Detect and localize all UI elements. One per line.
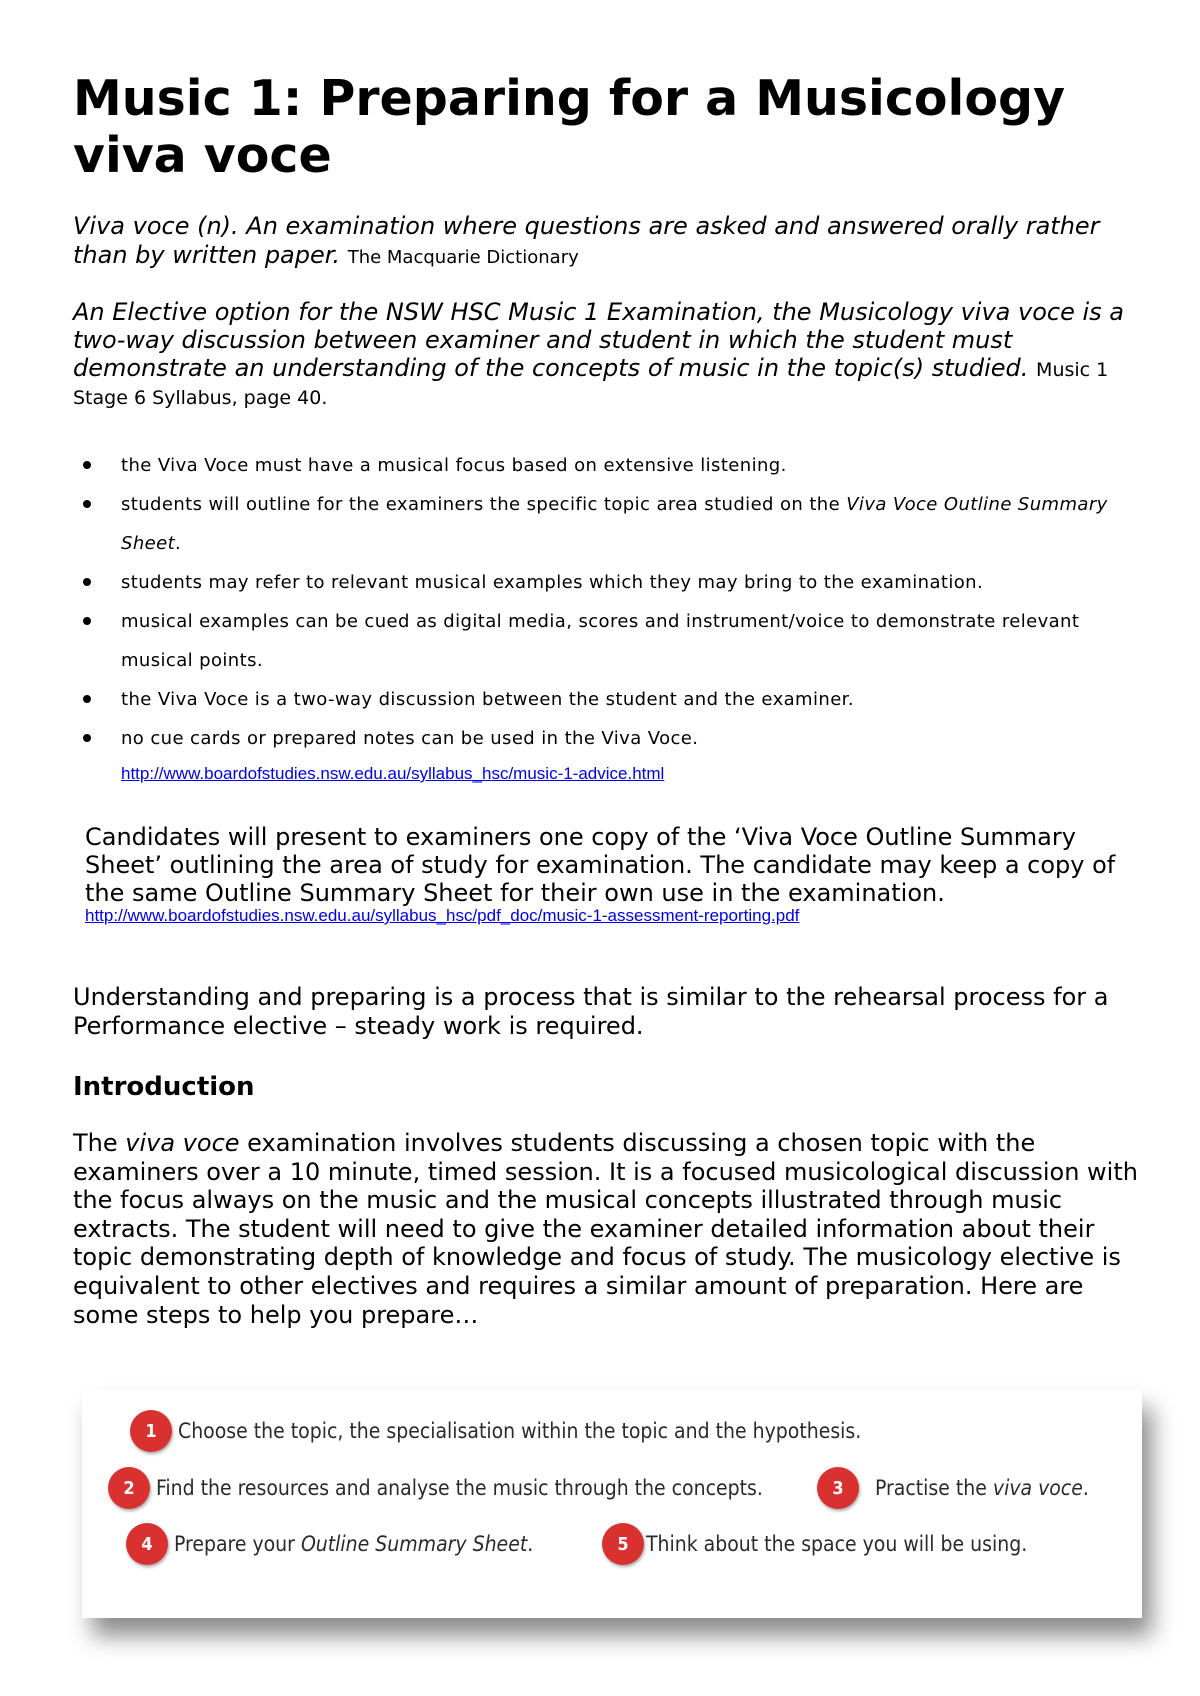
list-item: musical examples can be cued as digital media, scores and instrument/voice to demonstrate relevant musical points. bbox=[73, 602, 1133, 680]
introduction-paragraph: The viva voce examination involves students discussing a chosen topic with the examiners over a 10 minute, timed session. It is a focused musicological discussion with the focus always on the music and the musical concepts illustrated through music extracts. The student will need to give the examiner detailed information about their topic demonstrating depth of knowledge and focus of study. The musicology elective is equivalent to other electives and requires a similar amount of preparation. Here are some steps to help you prepare… bbox=[73, 1129, 1138, 1329]
step-number-badge: 3 bbox=[817, 1467, 859, 1509]
requirements-list bbox=[73, 446, 1133, 758]
step-text: Think about the space you will be using. bbox=[646, 1532, 1028, 1556]
bullet-icon bbox=[83, 734, 91, 742]
elective-quote: An Elective option for the NSW HSC Music 1 Examination, the Musicology viva voce is a two-way discussion between examiner and student in which the student must demonstrate an understanding of the concepts of music in the topic(s) studied. bbox=[73, 298, 1124, 382]
list-item: students will outline for the examiners the specific topic area studied on the Viva Voce Outline Summary Sheet. bbox=[73, 485, 1133, 563]
definition-source: The Macquarie Dictionary bbox=[347, 247, 579, 268]
step-1 bbox=[130, 1410, 861, 1452]
definition-paragraph bbox=[73, 212, 1133, 272]
list-item: the Viva Voce must have a musical focus based on extensive listening. bbox=[73, 446, 1133, 485]
step-2 bbox=[108, 1467, 763, 1509]
preparation-steps-card bbox=[82, 1390, 1142, 1618]
list-item: no cue cards or prepared notes can be used in the Viva Voce. bbox=[73, 719, 1133, 758]
step-text: Find the resources and analyse the music through the concepts. bbox=[156, 1476, 763, 1500]
bullet-icon bbox=[83, 461, 91, 469]
bullet-icon bbox=[83, 695, 91, 703]
elective-paragraph bbox=[73, 298, 1133, 410]
step-4 bbox=[126, 1523, 533, 1565]
step-text: Practise the viva voce. bbox=[875, 1476, 1089, 1500]
bullet-icon bbox=[83, 617, 91, 625]
step-number-badge: 5 bbox=[602, 1523, 644, 1565]
step-text: Prepare your Outline Summary Sheet. bbox=[174, 1532, 534, 1556]
step-5 bbox=[602, 1523, 1027, 1565]
understanding-paragraph: Understanding and preparing is a process that is similar to the rehearsal process for a Performance elective – steady work is required. bbox=[73, 983, 1109, 1040]
syllabus-advice-link[interactable]: http://www.boardofstudies.nsw.edu.au/syllabus_hsc/music-1-advice.html bbox=[121, 764, 665, 783]
bullet-icon bbox=[83, 500, 91, 508]
assessment-reporting-link[interactable]: http://www.boardofstudies.nsw.edu.au/syllabus_hsc/pdf_doc/music-1-assessment-reporting.pdf bbox=[85, 906, 800, 925]
bullet-icon bbox=[83, 578, 91, 586]
definition-quote: Viva voce (n). An examination where questions are asked and answered orally rather than by written paper. bbox=[73, 212, 1100, 269]
step-number-badge: 1 bbox=[130, 1410, 172, 1452]
step-text: Choose the topic, the specialisation within the topic and the hypothesis. bbox=[178, 1419, 862, 1443]
elective-source: Music 1 Stage 6 Syllabus, page 40. bbox=[73, 359, 1109, 409]
step-3 bbox=[817, 1467, 1089, 1509]
step-number-badge: 4 bbox=[126, 1523, 168, 1565]
introduction-heading: Introduction bbox=[73, 1072, 255, 1102]
list-item: the Viva Voce is a two-way discussion between the student and the examiner. bbox=[73, 680, 1133, 719]
page-title: Music 1: Preparing for a Musicology viva voce bbox=[73, 70, 1066, 184]
list-item: students may refer to relevant musical examples which they may bring to the examination. bbox=[73, 563, 1133, 602]
step-number-badge: 2 bbox=[108, 1467, 150, 1509]
candidates-paragraph: Candidates will present to examiners one copy of the ‘Viva Voce Outline Summary Sheet’ outlining the area of study for examination. The candidate may keep a copy of the same Outline Summary Sheet for their own use in the examination. bbox=[85, 823, 1116, 907]
